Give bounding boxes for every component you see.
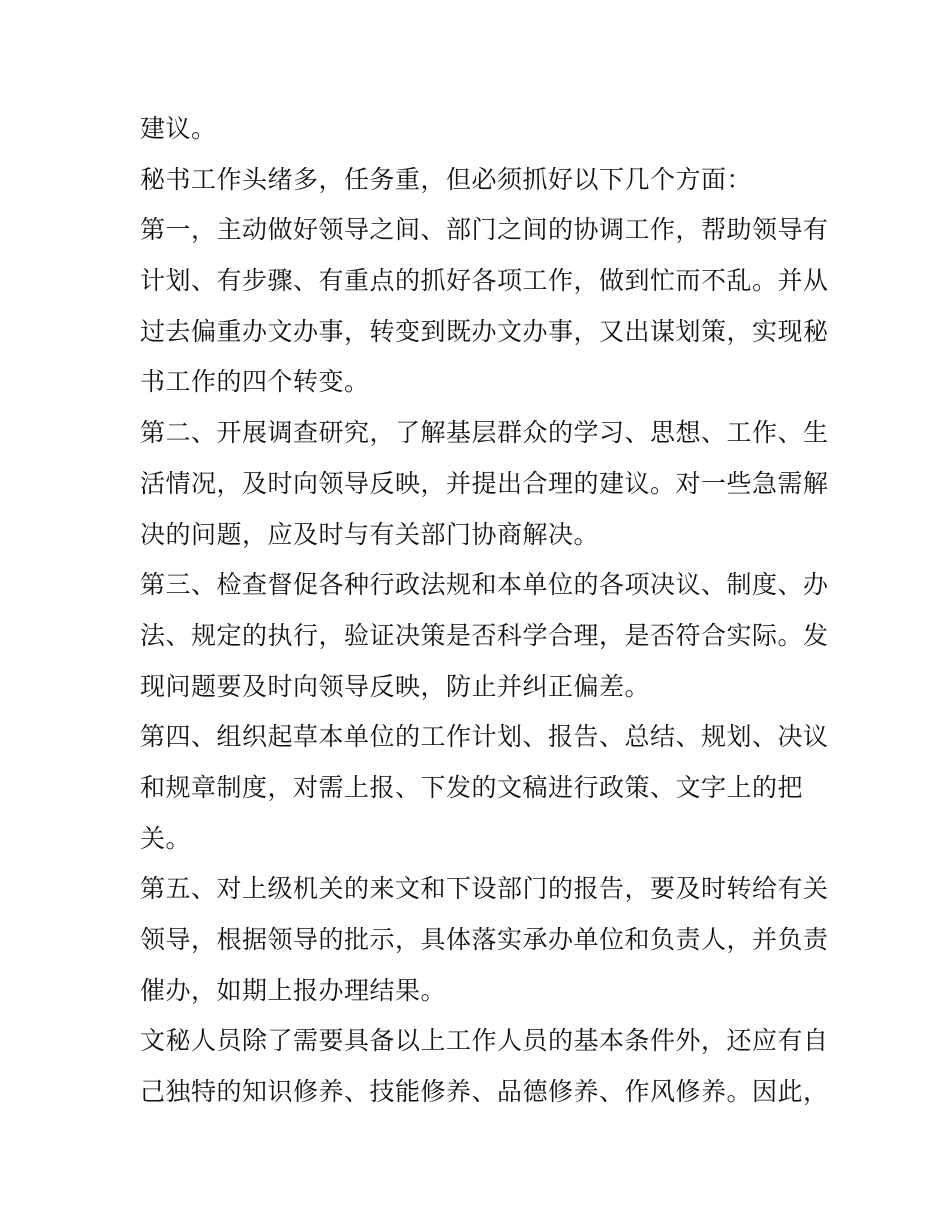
text-line: 关。: [140, 823, 192, 853]
text-line: 第五、对上级机关的来文和下设部门的报告，要及时转给有关: [140, 874, 829, 904]
text-line: 第四、组织起草本单位的工作计划、报告、总结、规划、决议: [140, 722, 829, 752]
text-line: 活情况，及时向领导反映，并提出合理的建议。对一些急需解: [140, 468, 829, 498]
document-body: [140, 104, 829, 1118]
text-line: 己独特的知识修养、技能修养、品德修养、作风修养。因此，: [140, 1077, 829, 1107]
text-line: 法、规定的执行，验证决策是否科学合理，是否符合实际。发: [140, 620, 829, 650]
text-line: 建议。: [140, 114, 217, 143]
text-line: 第一，主动做好领导之间、部门之间的协调工作，帮助领导有: [140, 215, 829, 245]
text-line: 领导，根据领导的批示，具体落实承办单位和负责人，并负责: [140, 925, 829, 954]
text-line: 第三、检查督促各种行政法规和本单位的各项决议、制度、办: [140, 570, 829, 600]
text-line: 和规章制度，对需上报、下发的文稿进行政策、文字上的把: [140, 772, 804, 802]
text-line: 秘书工作头绪多，任务重，但必须抓好以下几个方面：: [140, 164, 753, 194]
text-line: 现问题要及时向领导反映，防止并纠正偏差。: [140, 671, 651, 701]
text-line: 决的问题，应及时与有关部门协商解决。: [140, 519, 600, 549]
text-line: 过去偏重办文办事，转变到既办文办事，又出谋划策，实现秘: [140, 316, 829, 346]
text-line: 催办，如期上报办理结果。: [140, 975, 447, 1005]
text-line: 计划、有步骤、有重点的抓好各项工作，做到忙而不乱。并从: [140, 266, 829, 296]
text-line: 书工作的四个转变。: [140, 367, 370, 397]
text-line: 第二、开展调查研究，了解基层群众的学习、思想、工作、生: [140, 418, 829, 448]
text-line: 文秘人员除了需要具备以上工作人员的基本条件外，还应有自: [140, 1026, 829, 1056]
